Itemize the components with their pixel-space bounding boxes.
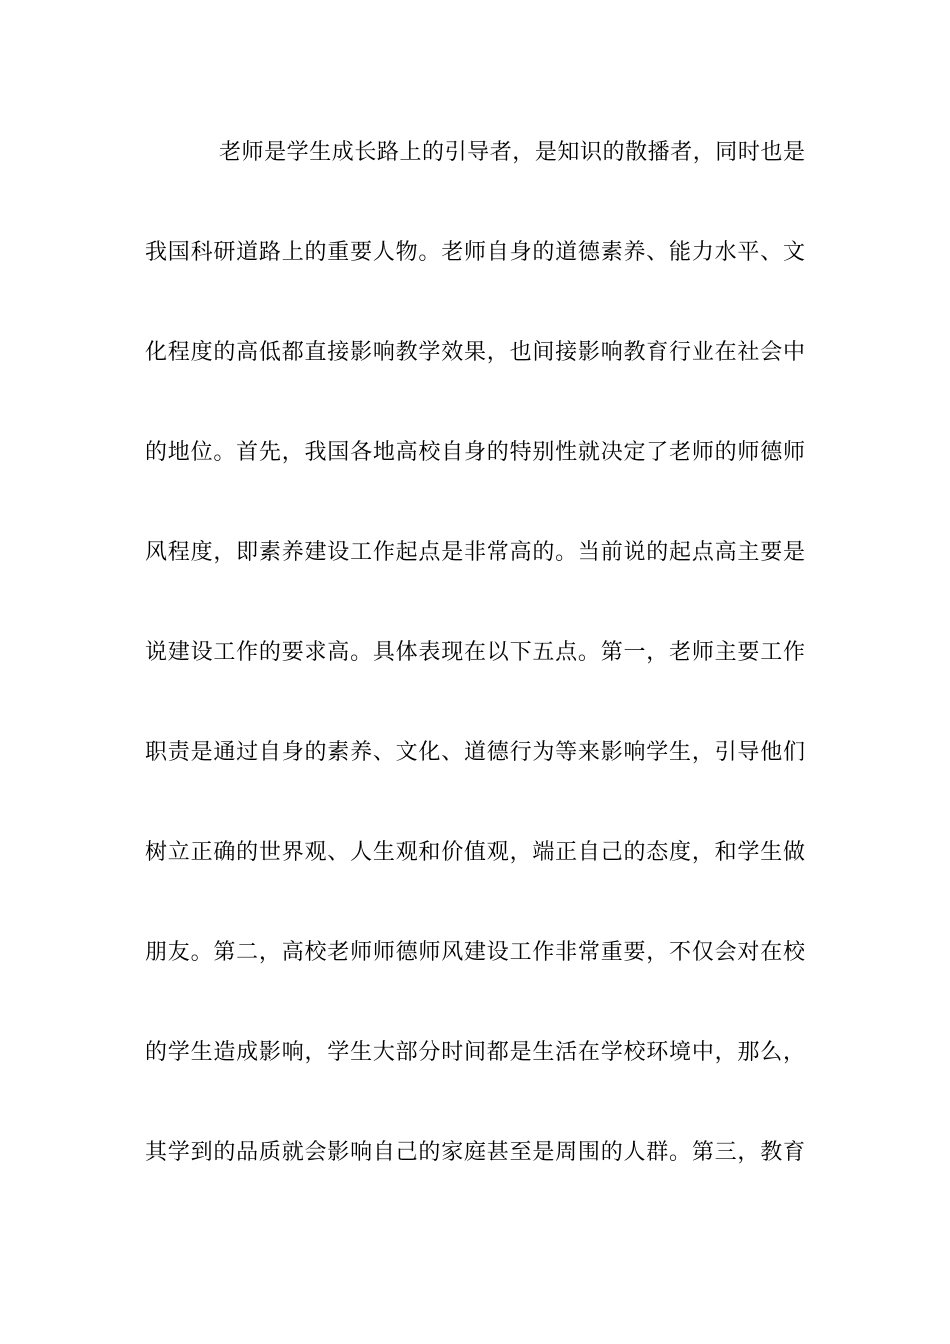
paragraph-line-4: 的地位。首先，我国各地高校自身的特别性就决定了老师的师德师	[145, 440, 805, 465]
paragraph-line-2: 我国科研道路上的重要人物。老师自身的道德素养、能力水平、文	[145, 240, 805, 265]
paragraph-line-5: 风程度，即素养建设工作起点是非常高的。当前说的起点高主要是	[145, 540, 805, 565]
paragraph-line-10: 的学生造成影响，学生大部分时间都是生活在学校环境中，那么，	[145, 1040, 805, 1065]
paragraph-line-8: 树立正确的世界观、人生观和价值观，端正自己的态度，和学生做	[145, 840, 805, 865]
paragraph-line-3: 化程度的高低都直接影响教学效果，也间接影响教育行业在社会中	[145, 340, 805, 365]
paragraph-line-1: 老师是学生成长路上的引导者，是知识的散播者，同时也是	[219, 140, 805, 165]
paragraph-line-6: 说建设工作的要求高。具体表现在以下五点。第一，老师主要工作	[145, 640, 805, 665]
paragraph-line-11: 其学到的品质就会影响自己的家庭甚至是周围的人群。第三，教育	[145, 1140, 805, 1165]
paragraph-line-7: 职责是通过自身的素养、文化、道德行为等来影响学生，引导他们	[145, 740, 805, 765]
paragraph-line-9: 朋友。第二，高校老师师德师风建设工作非常重要，不仅会对在校	[145, 940, 805, 965]
